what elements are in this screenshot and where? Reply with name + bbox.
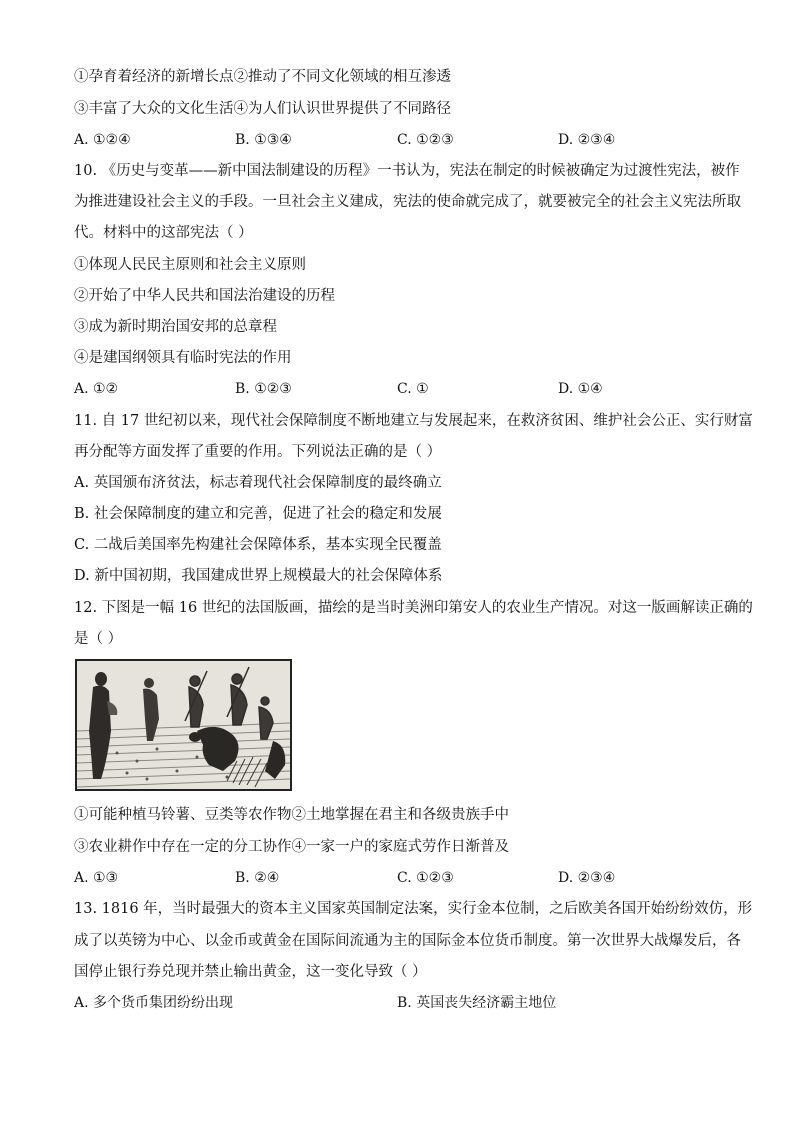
q13-option-a[interactable]: A. 多个货币集团纷纷出现 <box>74 995 234 1011</box>
q13-stem-line2: 成了以英镑为中心、以金币或黄金在国际间流通为主的国际金本位货币制度。第一次世界大战爆发后，各 <box>74 933 741 949</box>
q9-statements-2: ③丰富了大众的文化生活④为人们认识世界提供了不同路径 <box>74 101 451 117</box>
q11-option-c[interactable]: C. 二战后美国率先构建社会保障体系，基本实现全民覆盖 <box>74 537 442 553</box>
q12-option-b[interactable]: B. ②④ <box>235 870 280 886</box>
q10-option-b[interactable]: B. ①②③ <box>235 381 292 397</box>
q11-option-a[interactable]: A. 英国颁布济贫法，标志着现代社会保障制度的最终确立 <box>74 475 442 491</box>
q10-option-a[interactable]: A. ①② <box>74 381 119 397</box>
q9-option-c[interactable]: C. ①②③ <box>397 132 454 148</box>
q10-statement-2: ②开始了中华人民共和国法治建设的历程 <box>74 288 335 304</box>
engraving-image <box>75 659 292 791</box>
q9-statements-1: ①孕育着经济的新增长点②推动了不同文化领域的相互渗透 <box>74 69 451 85</box>
q11-stem-line1: 11. 自 17 世纪初以来，现代社会保障制度不断地建立与发展起来，在救济贫困、维护社会公正、实行财富 <box>74 413 753 429</box>
q10-statement-4: ④是建国纲领具有临时宪法的作用 <box>74 350 292 366</box>
q12-option-c[interactable]: C. ①②③ <box>397 870 454 886</box>
q13-stem-line3: 国停止银行券兑现并禁止输出黄金，这一变化导致（ ） <box>74 964 427 980</box>
q10-stem-line3: 代。材料中的这部宪法（ ） <box>74 225 253 241</box>
q10-stem-line1: 10. 《历史与变革——新中国法制建设的历程》一书认为，宪法在制定的时候被确定为过渡性宪法，被作 <box>74 163 740 179</box>
q9-option-d[interactable]: D. ②③④ <box>558 132 616 148</box>
q12-statements-1: ①可能种植马铃薯、豆类等农作物②土地掌握在君主和各级贵族手中 <box>74 807 509 823</box>
q12-option-d[interactable]: D. ②③④ <box>558 870 616 886</box>
q11-option-b[interactable]: B. 社会保障制度的建立和完善，促进了社会的稳定和发展 <box>74 506 442 522</box>
q9-option-b[interactable]: B. ①③④ <box>235 132 292 148</box>
q10-statement-1: ①体现人民民主原则和社会主义原则 <box>74 257 306 273</box>
q13-option-b[interactable]: B. 英国丧失经济霸主地位 <box>397 995 557 1011</box>
q10-statement-3: ③成为新时期治国安邦的总章程 <box>74 319 277 335</box>
q11-stem-line2: 再分配等方面发挥了重要的作用。下列说法正确的是（ ） <box>74 444 442 460</box>
q12-option-a[interactable]: A. ①③ <box>74 870 119 886</box>
q12-stem-line1: 12. 下图是一幅 16 世纪的法国版画，描绘的是当时美洲印第安人的农业生产情况。对这一版画解读正确的 <box>74 600 753 616</box>
q12-stem-line2: 是（ ） <box>74 631 123 647</box>
q11-option-d[interactable]: D. 新中国初期，我国建成世界上规模最大的社会保障体系 <box>74 568 443 584</box>
q10-stem-line2: 为推进建设社会主义的手段。一旦社会主义建成，宪法的使命就完成了，就要被完全的社会主义宪法所取 <box>74 194 741 210</box>
q10-option-d[interactable]: D. ①④ <box>558 381 603 397</box>
q10-option-c[interactable]: C. ① <box>397 381 429 397</box>
q9-option-a[interactable]: A. ①②④ <box>74 132 131 148</box>
q13-stem-line1: 13. 1816 年，当时最强大的资本主义国家英国制定法案，实行金本位制，之后欧美各国开始纷纷效仿，形 <box>74 901 753 917</box>
q12-statements-2: ③农业耕作中存在一定的分工协作④一家一户的家庭式劳作日渐普及 <box>74 839 509 855</box>
